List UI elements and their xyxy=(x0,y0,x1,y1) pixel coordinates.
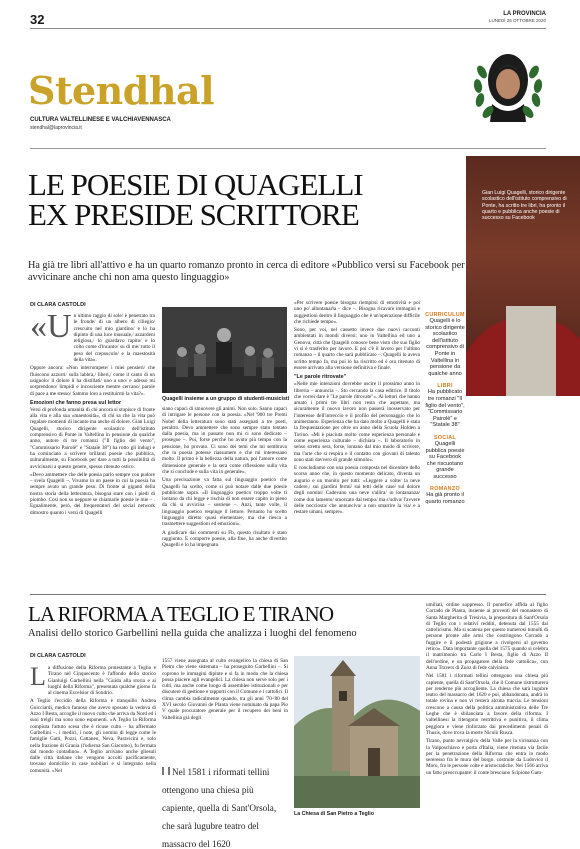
sidebar-label: LIBRI xyxy=(437,383,453,390)
sidebar-curriculum xyxy=(425,312,465,377)
sidebar-text: Ha già pronto il quarto romanzo xyxy=(425,492,465,506)
header-rule xyxy=(30,28,546,29)
article2-column2 xyxy=(162,658,288,723)
article2-col1-p1: a diffusione della Riforma protestante a Teglio e Tirano nel Cinquecento è l'affondo dello storico Gianluigi Garbellini nella "Guida alla storia e ai luoghi della Riforma", presentata qualche giorno fa al cinema Excelsior di Sondrio. xyxy=(47,665,156,697)
sidebar-libri xyxy=(425,383,465,429)
church-photo xyxy=(294,656,420,808)
newspaper-name: LA PROVINCIA xyxy=(503,11,546,17)
article2-col3-p1: umiliati, ordine soppresso. Il pontefice affida al figlio Corrado de Planta, insieme ai proventi del monastero di Santa Margherita di Tresivia, la prepositura di Sant'Orsola di Teglio con i relativi redditi, detenuta dal 1555 dal cattolicismo. Ma si scatena per questo numerosi tumulti di persone pronte alle armi che costringono Corrado a fuggire e il podestà grigione a rivolgersi al governo retico». Data importante quella del 1575 quando si celebra il matrimonio tra Carlo I Besta, figlio di Azzo II dell'ordine, e un propagatore della fede cattolica», con Anna Travers di Zuoz di fede calvinista. xyxy=(426,602,548,671)
pullquote-mark-icon xyxy=(162,767,170,775)
article1-column1 xyxy=(30,308,155,518)
article1-col1-p4: «Devo ammettere che delle poesia parlo sempre con pudore – svela Quagelli –. Vivamo in un paese in cui la poesia ha sempre avuto un grande peso. Di fronte ai giganti della nostra storia della letteratura, bisogna stare con i piedi di piombo. Così non so neppure se chiamarle poesie le mie – . Egualimente, però, dei frequentatori del social network dimostro quanto i versi di Quagelli xyxy=(30,471,155,516)
article1-col1-p3: Versi di profonda umanità di chi ancora si stupisce di fronte alla vita e alla sua «maestosità», di chi sa che la vita può regalare momenti di incanto ma anche di dolore. Gian Luigi Quagelli, storico dirigente scolastico dell'istituto comprensivo di Ponte in Valtellina in pensione da qualche anno, autore di tre romanzi ("Il figlio del vento", "Commissario Pairolè" e "Statale 38") ha rotto gli indugi e ha cominciato a scrivere brillanti poesie che pubblica, sulturalmente, su Facebook per dare a tutti la possibilità di avvicinarsi a questo genere, spesso ritenuto ostico. xyxy=(30,406,155,470)
article1-col3-p2: Sono, per voi, nel cassetto invece due nuovi racconti ambientati in mondi diversi: uno in Valtellina ed uno a Genova, città che Quagelli conosce bene visto che suo figlio vi si è trasferito per lavoro. E poi c'è il lavoro per l'ultimo romanzo – il quarto che sarà pubblicato –. Quagelli lo aveva scritto tempo fa, ma poi lo ha riscritto ed è ora ritenuto di essere arrivato alla versione definitiva e finale. xyxy=(294,327,420,371)
section-title: Stendhal xyxy=(28,68,215,113)
article2-col1-p2: A Teglio l'eccidio della Riforma è tranquillo Andrea Guicciardi, medico famoso che avevo sposato la vedova di Azzo I Besta, accoglie il nuovo culto che arriva da Nord ed i suoi trelgli ma sono sono esponenti. «A Teglio la Riforma compiuta l'attuto scesa che è ricuse culto – ha affermato Garbellini –. i medici, i note, gli uomini di legge come le famiglie Gatti, Pozzi, Cattaneo, Neva, Paravicini e, solo nella frazione di Grania (l'odierna San Giacomo), fu fermata dal mondo contadino». A Teglio arrivano anche gliesuli dalle città italiane che vengono accolti pacificamente, trovano domicilio in case nobiliari e si integrano nella comunità. «Nel xyxy=(30,698,156,774)
pullquote-text: Nel 1581 i riformati tellini ottengono una chiesa più capiente, quella di Sant'Orsola, che sarà lugubre teatro del massacro del 1620 xyxy=(162,767,277,849)
article1-col2-p3: A giudicare dai commenti su Fb, questo risultato è stato raggiunto. E comporre poesie, alla fine, ha anche divertito Quagelli e lo ha impegnato. xyxy=(162,529,287,549)
article1-column3 xyxy=(294,300,420,518)
stendhal-portrait-logo xyxy=(468,42,548,137)
article2-col2-p1: 1557 viene assegnata al culto evangelico la chiesa di San Pietro che viene sistemata – ha proseguito Garbellini –. Si coprono le immagini dipinte e si fa in modo che la chiesa possa piacere agli evangelici. La chiesa non serve solo per i culti, ma anche come luogo di assemblee istituzionali e per discutere di gestione e rapporti con il Comune e i cattolici. Il clima cambia radicalmente quando, tra gli anni '70-'80 del XVI secolo Giovanni de Planta viene nominato da papa Pio V quale procuratore generale per il recupero dei beni in Valtellina già degli xyxy=(162,658,288,721)
article2-col3-p2: Nel 1581 i riformati tellini ottengono una chiesa più capiente, quella di Sant'Orsola, che il Comune ristrutturera per renderne più accogliente. La chiesa che sarà lugubre teatro del massacro del 1620 e poi, abbandonata, andrà in totale rovina e non vi resterà alcuna traccia. Le tensioni crescono a causa della politica amministrativa delle Tre Leghe che è sbilanciata a favore della riforma. I valtellinesi la ritengono restrittiva e punitiva, il clima peggiora e viene rinforzato dai precedimenti penali di Thusis, dove trova la morte Nicolò Rusca. xyxy=(426,673,548,736)
article1-col1-p1: n ultimo raggio di sole/ è penetrato tra le fronde/ di un albero di ciliegio/ crescuito nel mio giardino/ e lo ha dipinto di una luce inusuale,/ azzardeni religiosa,/ lo guardavo rapito/ e lo colto come d'incanto/ su di me/ tutto il peso del crepuscolo/ e la maestosità della vita». xyxy=(73,313,155,364)
article1-headline-line2: EX PRESIDE SCRITTORE xyxy=(28,197,359,232)
article1-headline xyxy=(28,167,458,232)
sidebar-romanzo xyxy=(425,486,465,505)
sidebar-label: ROMANZO xyxy=(430,486,460,493)
article2-byline: DI CLARA CASTOLDI xyxy=(30,653,86,659)
article1-sidebar xyxy=(425,312,465,512)
article1-col2-p1: siano capaci di smuovere gli animi. Non solo. Sanno capaci di intrigare le persone con la poesia. «Nel '900 tre Premi Nobel della letteratura sono stati assegnati a tre poeti, peraltro. Devo ammettere che sono sempre stato tentato dalla poesia, ma in passato non mi ci sono dedicato – prosegue –. Poi, forse perché ho avuto più tempo con la pensione, ho provato. Ci sono dei temi che mi sembrava che la poesia potesse riassumere e che mi interessano molto. Il primo è la bellezza della natura, poi l'amore come dimensione generale e la sera come riflessione sulla vita che si conclude e sulla vita in generale». xyxy=(162,406,287,475)
sidebar-text: Ha pubblicato tre romanzi "Il figlio del vento", "Commissario Pairolè" e "Statale 38" xyxy=(425,389,465,429)
article1-headline-line1: LE POESIE DI QUAGELLI xyxy=(28,167,363,202)
section-email: stendhal@laprovincia.it xyxy=(30,125,82,131)
sidebar-text: Quagelli è lo storico dirigente scolastico dell'istituto comprensivo di Ponte in Valtellina in pensione da qualche anno xyxy=(425,318,465,377)
article1-col3-p1: «Per scrivere poesie bisogna riempirsi di emotività e poi uno po' allontanarla – dice –. Bisogna ricavare immagini e suggestioni dentro il linguaggio che è un'operazione difficile che richiede tempo». xyxy=(294,300,420,325)
article2-col3-p3: Tirano, punto nevralgico della Valle per la vicinanza con la Valposchiavo e porta d'Italia, viene ritenuta via facile per la penetrazione della Riforma che entra in modo sereresso fra le mura del borgo. costruite da Ludovico il Moro, fra le persone colte e aristocratiche. Nel 1566 arriva un fatto preoccupante: il conte bresciano Scipione Gam- xyxy=(426,738,548,776)
article1-col3-p4: E concludiamo con una poesia composta nel dicembre dello scorso anno che, in questo momento delicato, diventa un augurio e un monito per tutti: «Leggere a volte/ la neve cadere,/ sui giardini fermi/ sui tetti delle case/ sul dolore degli uomini/ Cadevano una neve s'allira/ in lontananza/ come dun lamento/ smorzato dal tempo/ ma s'udiva/ l'avvere delle nocciosta/ che annunciva/ a non smarrire la via/ e a restare umani, sempre». xyxy=(294,465,420,516)
article1-column2 xyxy=(162,406,287,551)
article1-standfirst: Ha già tre libri all'attivo e ha un quarto romanzo pronto in cerca di editore «Pubblico versi su Facebook per avvicinare anche chi non ama questo linguaggio» xyxy=(28,260,465,283)
sidebar-text: Quagelli pubblica poesie su Facebook che riscuotano grande successo xyxy=(425,440,465,480)
article2-standfirst: Analisi dello storico Garbellini nella guida che analizza i luoghi del fenomeno xyxy=(28,628,357,639)
sidebar-label: SOCIAL xyxy=(433,434,457,441)
article1-col3-heading: "Le parole ritrovate" xyxy=(294,374,347,381)
article1-col1-p2: Oppure ancora: «Non interrompete/ i miei pensieri/ che fluiscono azzurri/ sulla labbra,/ liberi,/ come il canto di un usignolo/ il dolore li ha distillati/ uno a uno/ e adesso mi sorprendono/ limpidi e incosciente mentre cercano/ parole di pace a me stesso/ Sammo loro a restituirmi la vita?». xyxy=(30,365,155,397)
portrait-caption: Gian Luigi Quagelli, storico dirigente scolastico dell'istituto comprensivo di Ponte, ha scritto tre libri, ha pronto il quarto e pubblica anche poesie di successo su Facebook xyxy=(482,190,567,222)
article1-col1-heading: Emozioni che fanno presa sul lettor xyxy=(30,399,122,406)
article2-pullquote xyxy=(162,762,288,849)
article-divider xyxy=(30,594,546,595)
sidebar-label: CURRICULUM xyxy=(425,312,465,318)
students-photo-caption: Quagelli insieme a un gruppo di studenti-musicisti xyxy=(162,396,290,402)
header-rule-bottom xyxy=(30,148,546,149)
article2-column1 xyxy=(30,662,156,776)
church-photo-caption: La Chiesa di San Pietro a Teglio xyxy=(294,811,374,817)
issue-date: LUNEDÌ 26 OTTOBRE 2020 xyxy=(489,18,546,23)
page-number: 32 xyxy=(30,12,45,27)
article1-col2-p2: Una precisazione va fatta sul linguaggio poetico che Quagelli ha scelto, come si può notare dalle due poesie pubblicate sopra. «Il linguaggio poetico troppo volte ti lontano da chi legge e rischia di non essere capito in pieno da chi si avvicina – sostiene –. Anzi, tante volte, il linguaggio poetico respinge il lettore. Pertanto ho scelto linguaggio diretto quasi elementare, ma che riesca a trasmettere suggestioni ed emozioni». xyxy=(162,477,287,528)
article2-dropcap: L xyxy=(30,662,46,691)
article1-byline: DI CLARA CASTOLDI xyxy=(30,302,86,308)
students-photo xyxy=(162,307,287,393)
section-subtitle: CULTURA VALTELLINESE E VALCHIAVENNASCA xyxy=(30,117,171,123)
article1-dropcap: «U xyxy=(30,308,72,345)
article2-headline: LA RIFORMA A TEGLIO E TIRANO xyxy=(28,602,334,626)
article1-col3-p3: «Nelle mie intenzioni dovrebbe uscire il prossimo anno in libreria – annuncia –. Sto cercando la casa editrice. Il titolo che vorrei dare è "Le parole ritrovate"». Ai lettori che hanno amato i primi tre libri non resta che aspettare, ma sicuramente il nuovo lavoro non passerà inosservato per l'interesse dell'intreccio e il profilo del personaggio che lo animeranno. Esperienza che ha dato molto a Quagelli è stata la frequentazione per oltre un anno della Scuola Holden a Torino. «Mi è piaciuta molto come esperienza personale e come esperienza culturale – dichiara –. Il laboratorio in senso stretto sera, forse, lontano dal mio modo di scrivere, ma l'arte che si respira e il contatto con giovani di talento sono stati davvero di grande stimolo». xyxy=(294,381,420,463)
article2-column3 xyxy=(426,602,548,778)
sidebar-social xyxy=(425,435,465,481)
